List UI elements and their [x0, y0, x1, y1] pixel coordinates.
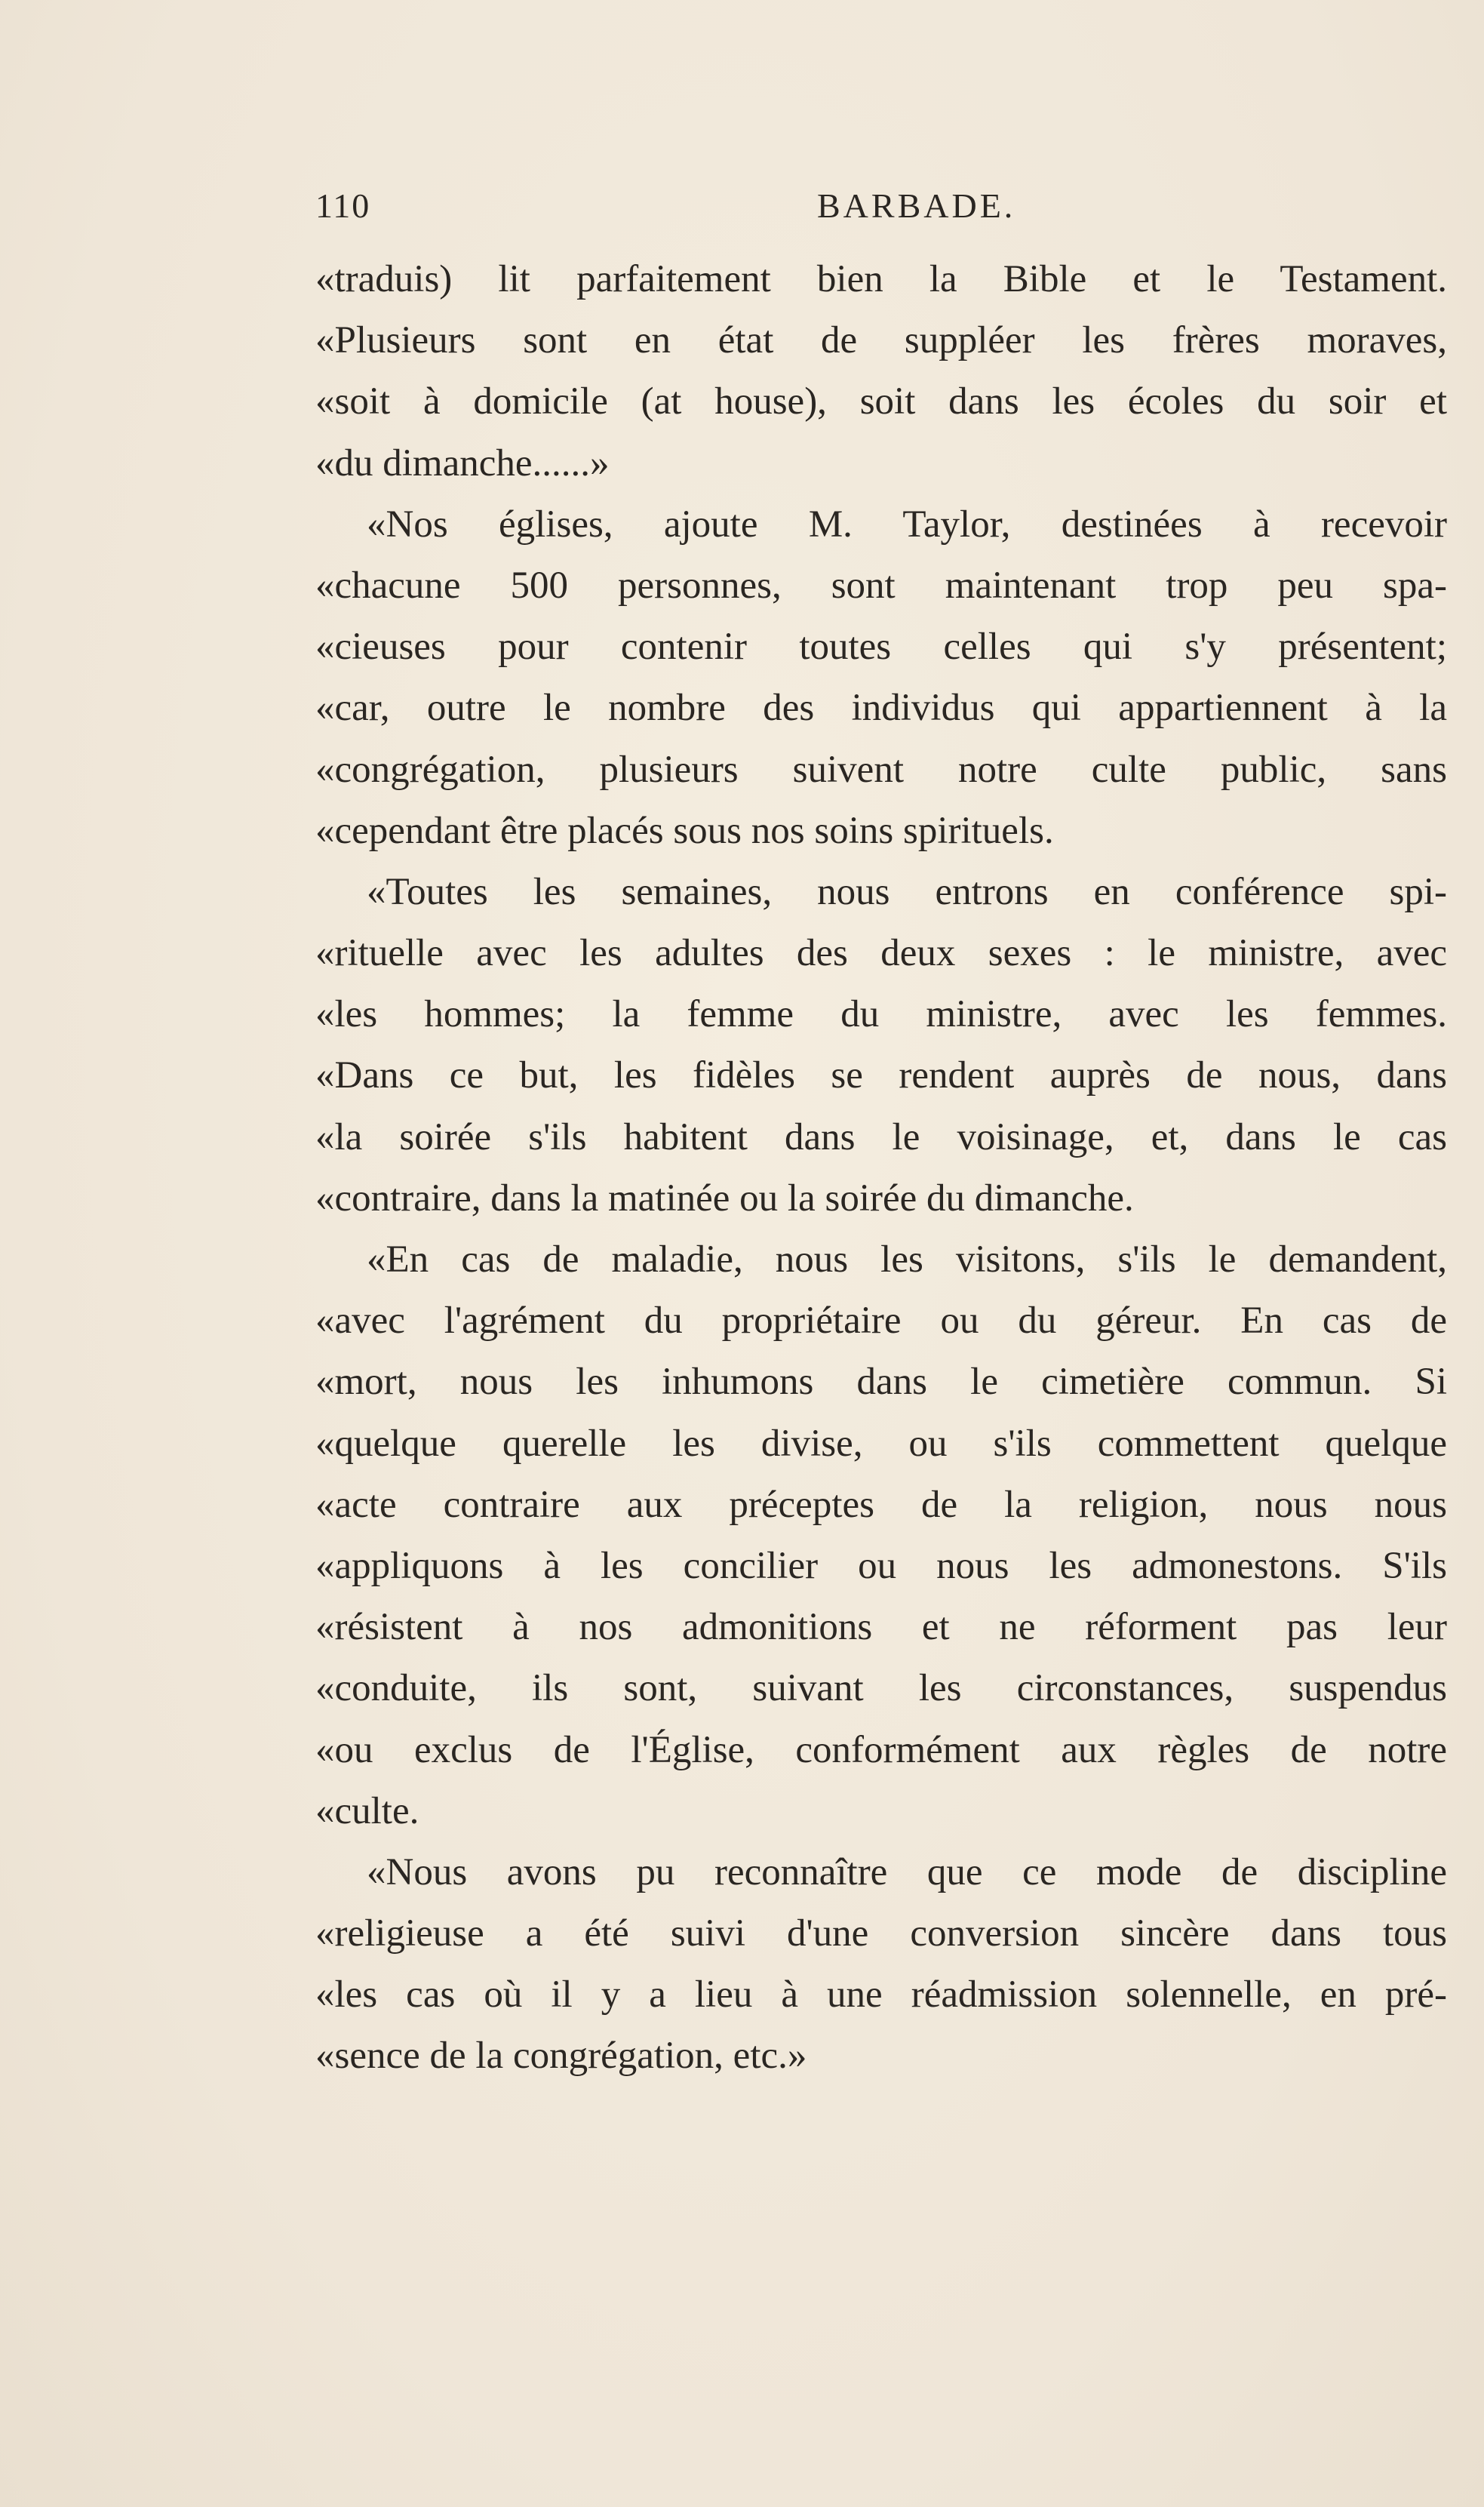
text-line: «soit à domicile (at house), soit dans les écoles du soir et [315, 380, 1447, 423]
text-line: «Nos églises, ajoute M. Taylor, destinées à recevoir [367, 503, 1447, 546]
body-text [315, 249, 1447, 2087]
text-line: «ou exclus de l'Église, conformément aux règles de notre [315, 1728, 1447, 1771]
text-line: «Plusieurs sont en état de suppléer les frères moraves, [315, 319, 1447, 362]
text-line: «culte. [315, 1789, 419, 1832]
text-line: «car, outre le nombre des individus qui appartiennent à la [315, 687, 1447, 730]
text-line: «avec l'agrément du propriétaire ou du géreur. En cas de [315, 1300, 1447, 1343]
text-line: «Nous avons pu reconnaître que ce mode de discipline [367, 1850, 1447, 1893]
text-line: «appliquons à les concilier ou nous les admonestons. S'ils [315, 1544, 1447, 1587]
running-head: BARBADE. [817, 186, 1016, 225]
text-line: «Toutes les semaines, nous entrons en conférence spi- [367, 870, 1447, 913]
text-line: «contraire, dans la matinée ou la soirée du dimanche. [315, 1177, 1134, 1220]
text-line: «congrégation, plusieurs suivent notre culte public, sans [315, 748, 1447, 791]
text-line: «conduite, ils sont, suivant les circonstances, suspendus [315, 1667, 1447, 1710]
text-line: «En cas de maladie, nous les visitons, s'ils le demandent, [367, 1238, 1447, 1281]
page-number: 110 [315, 186, 371, 225]
text-line: «acte contraire aux préceptes de la religion, nous nous [315, 1483, 1447, 1526]
text-line: «résistent à nos admonitions et ne réforment pas leur [315, 1606, 1447, 1649]
text-line: «rituelle avec les adultes des deux sexes : le ministre, avec [315, 932, 1447, 975]
text-line: «les cas où il y a lieu à une réadmission solennelle, en pré- [315, 1973, 1447, 2016]
text-line: «Dans ce but, les fidèles se rendent auprès de nous, dans [315, 1054, 1447, 1097]
text-line: «quelque querelle les divise, ou s'ils commettent quelque [315, 1422, 1447, 1465]
text-line: «religieuse a été suivi d'une conversion sincère dans tous [315, 1912, 1447, 1955]
text-line: «du dimanche......» [315, 441, 610, 484]
text-line: «les hommes; la femme du ministre, avec les femmes. [315, 993, 1447, 1036]
text-line: «la soirée s'ils habitent dans le voisinage, et, dans le cas [315, 1115, 1447, 1158]
text-line: «sence de la congrégation, etc.» [315, 2035, 807, 2078]
text-line: «traduis) lit parfaitement bien la Bible et le Testament. [315, 258, 1447, 300]
text-line: «cieuses pour contenir toutes celles qui s'y présentent; [315, 626, 1447, 669]
page-header [315, 186, 1447, 231]
text-line: «chacune 500 personnes, sont maintenant trop peu spa- [315, 564, 1447, 607]
text-line: «cependant être placés sous nos soins spirituels. [315, 809, 1054, 852]
text-line: «mort, nous les inhumons dans le cimetière commun. Si [315, 1361, 1447, 1404]
